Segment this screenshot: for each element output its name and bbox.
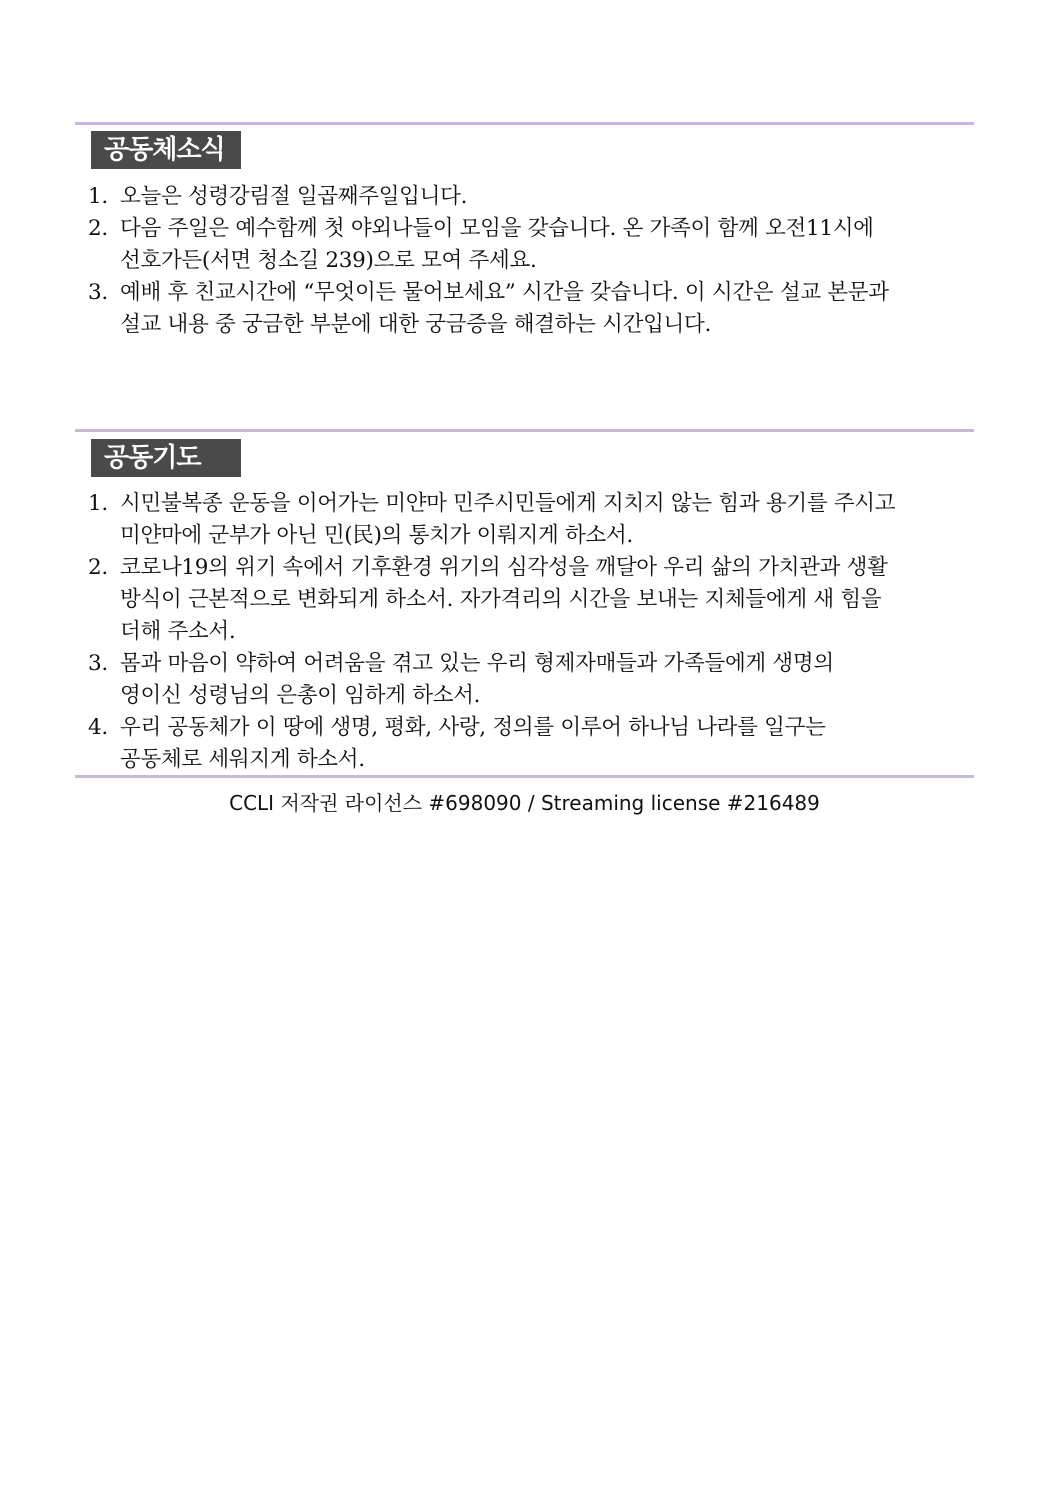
item-number: 1. bbox=[88, 491, 108, 516]
item-text: 몸과 마음이 약하여 어려움을 겪고 있는 우리 형제자매들과 가족들에게 생명의 영이신 성령님의 은총이 임하게 하소서. bbox=[120, 651, 834, 708]
item-number: 4. bbox=[88, 715, 108, 740]
section-title-community-news: 공동체소식 bbox=[91, 131, 241, 169]
community-news-list bbox=[88, 181, 968, 341]
section-bottom-rule bbox=[75, 775, 974, 778]
item-number: 2. bbox=[88, 216, 108, 241]
item-number: 3. bbox=[88, 651, 108, 676]
list-item bbox=[88, 277, 968, 341]
item-text: 오늘은 성령강림절 일곱째주일입니다. bbox=[120, 184, 468, 209]
section-top-rule bbox=[75, 122, 974, 125]
section-title-common-prayer: 공동기도 bbox=[91, 439, 241, 477]
item-text: 예배 후 친교시간에 “무엇이든 물어보세요” 시간을 갖습니다. 이 시간은 설교 본문과 설교 내용 중 궁금한 부분에 대한 궁금증을 해결하는 시간입니다. bbox=[120, 280, 889, 337]
section-top-rule bbox=[75, 429, 974, 432]
item-number: 1. bbox=[88, 184, 108, 209]
item-text: 코로나19의 위기 속에서 기후환경 위기의 심각성을 깨달아 우리 삶의 가치관과 생활 방식이 근본적으로 변화되게 하소서. 자가격리의 시간을 보내는 지체들에게 새 힘을 더해 주소서. bbox=[120, 555, 888, 644]
item-number: 2. bbox=[88, 555, 108, 580]
item-text: 우리 공동체가 이 땅에 생명, 평화, 사랑, 정의를 이루어 하나님 나라를 일구는 공동체로 세워지게 하소서. bbox=[120, 715, 826, 772]
item-text: 다음 주일은 예수함께 첫 야외나들이 모임을 갖습니다. 온 가족이 함께 오전11시에 선호가든(서면 청소길 239)으로 모여 주세요. bbox=[120, 216, 874, 273]
list-item bbox=[88, 181, 968, 213]
list-item bbox=[88, 488, 968, 552]
list-item bbox=[88, 648, 968, 712]
item-number: 3. bbox=[88, 280, 108, 305]
license-footer: CCLI 저작권 라이선스 #698090 / Streaming license #216489 bbox=[229, 791, 820, 815]
list-item bbox=[88, 213, 968, 277]
item-text: 시민불복종 운동을 이어가는 미얀마 민주시민들에게 지치지 않는 힘과 용기를 주시고 미얀마에 군부가 아닌 민(民)의 통치가 이뤄지게 하소서. bbox=[120, 491, 896, 548]
common-prayer-list bbox=[88, 488, 968, 776]
list-item bbox=[88, 712, 968, 776]
list-item bbox=[88, 552, 968, 648]
